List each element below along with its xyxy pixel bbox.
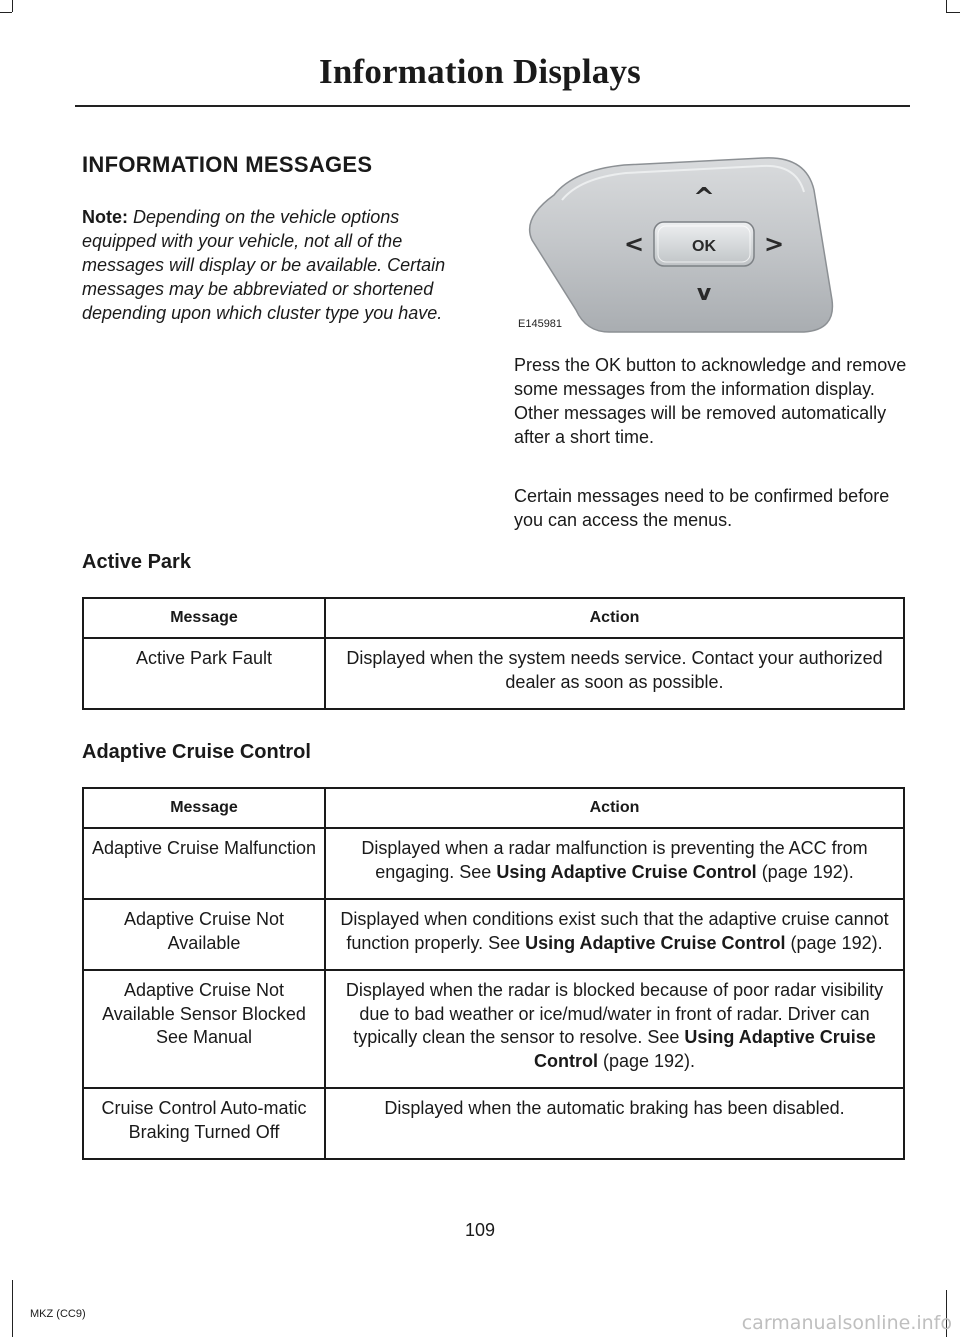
message-cell: Adaptive Cruise Malfunction: [83, 828, 325, 899]
page-number: 109: [464, 1220, 496, 1240]
table-row: [83, 1088, 904, 1159]
page-reference: (page 192).: [597, 1050, 696, 1071]
action-cell: Displayed when the system needs service. Contact your authorized dealer as soon as possible.: [325, 638, 904, 709]
page-reference: (page 192).: [785, 932, 883, 953]
paragraph-ok-button: Press the OK button to acknowledge and remove some messages from the information display. Other messages will be removed automatically after a short time.: [514, 355, 907, 447]
crop-mark: [946, 12, 960, 13]
page-reference: (page 192).: [756, 861, 854, 882]
message-cell: Cruise Control Auto-matic Braking Turned Off: [83, 1088, 325, 1159]
message-cell: Adaptive Cruise Not Available: [83, 899, 325, 970]
action-cell: [325, 828, 904, 899]
action-text: Displayed when the radar is blocked because of poor radar visibility due to bad weather or ice/mud/water in front of radar. Driver can typically clean the sensor to resolve. See: [345, 980, 884, 1047]
header-rule: [75, 105, 910, 107]
column-header-action: Action: [325, 788, 904, 828]
chevron-up-icon: ^: [693, 183, 715, 213]
action-cell: [325, 899, 904, 970]
action-cell: Displayed when the automatic braking has been disabled.: [325, 1088, 904, 1159]
chevron-left-icon: <: [623, 230, 645, 258]
crop-mark: [0, 12, 12, 13]
crop-mark: [946, 0, 947, 12]
chevron-right-icon: >: [763, 230, 785, 258]
table-row: [83, 828, 904, 899]
adaptive-cruise-heading: Adaptive Cruise Control: [82, 741, 311, 763]
table-header-row: [83, 598, 904, 638]
cross-reference-link[interactable]: Using Adaptive Cruise Control: [525, 932, 786, 953]
column-header-message: Message: [83, 788, 325, 828]
table-header-row: [83, 788, 904, 828]
note-paragraph: [82, 205, 477, 325]
table-row: [83, 638, 904, 709]
adaptive-cruise-table: [82, 787, 905, 1160]
section-heading: INFORMATION MESSAGES: [82, 152, 373, 177]
action-cell: [325, 970, 904, 1088]
model-code: MKZ (CC9): [30, 1308, 86, 1320]
steering-control-figure: [514, 150, 844, 340]
column-header-action: Action: [325, 598, 904, 638]
note-text: Depending on the vehicle options equipped with your vehicle, not all of the messages will display or be available. Certain messages may be abbreviated or shortened depending upon which cluster type you have.: [82, 207, 446, 323]
crop-mark: [12, 1280, 13, 1337]
action-text: Displayed when a radar malfunction is preventing the ACC from engaging. See: [361, 838, 868, 882]
table-row: [83, 899, 904, 970]
crop-mark: [12, 0, 13, 12]
cross-reference-link[interactable]: Using Adaptive Cruise Control: [496, 861, 757, 882]
page-header-title: Information Displays: [319, 52, 641, 91]
active-park-heading: Active Park: [82, 551, 191, 573]
active-park-table: [82, 597, 905, 710]
message-cell: Active Park Fault: [83, 638, 325, 709]
chevron-down-icon: v: [696, 281, 712, 306]
figure-code: E145981: [518, 318, 563, 330]
table-row: [83, 970, 904, 1088]
paragraph-confirm: Certain messages need to be confirmed before you can access the menus.: [514, 486, 890, 530]
watermark: carmanualsonline.info: [741, 1312, 952, 1334]
message-cell: Adaptive Cruise Not Available Sensor Blocked See Manual: [83, 970, 325, 1088]
action-text: Displayed when conditions exist such that the adaptive cruise cannot function properly. See: [340, 909, 889, 953]
ok-button-label: OK: [692, 238, 716, 255]
column-header-message: Message: [83, 598, 325, 638]
note-label: Note:: [82, 207, 128, 227]
cross-reference-link[interactable]: Using Adaptive Cruise Control: [533, 1027, 876, 1071]
